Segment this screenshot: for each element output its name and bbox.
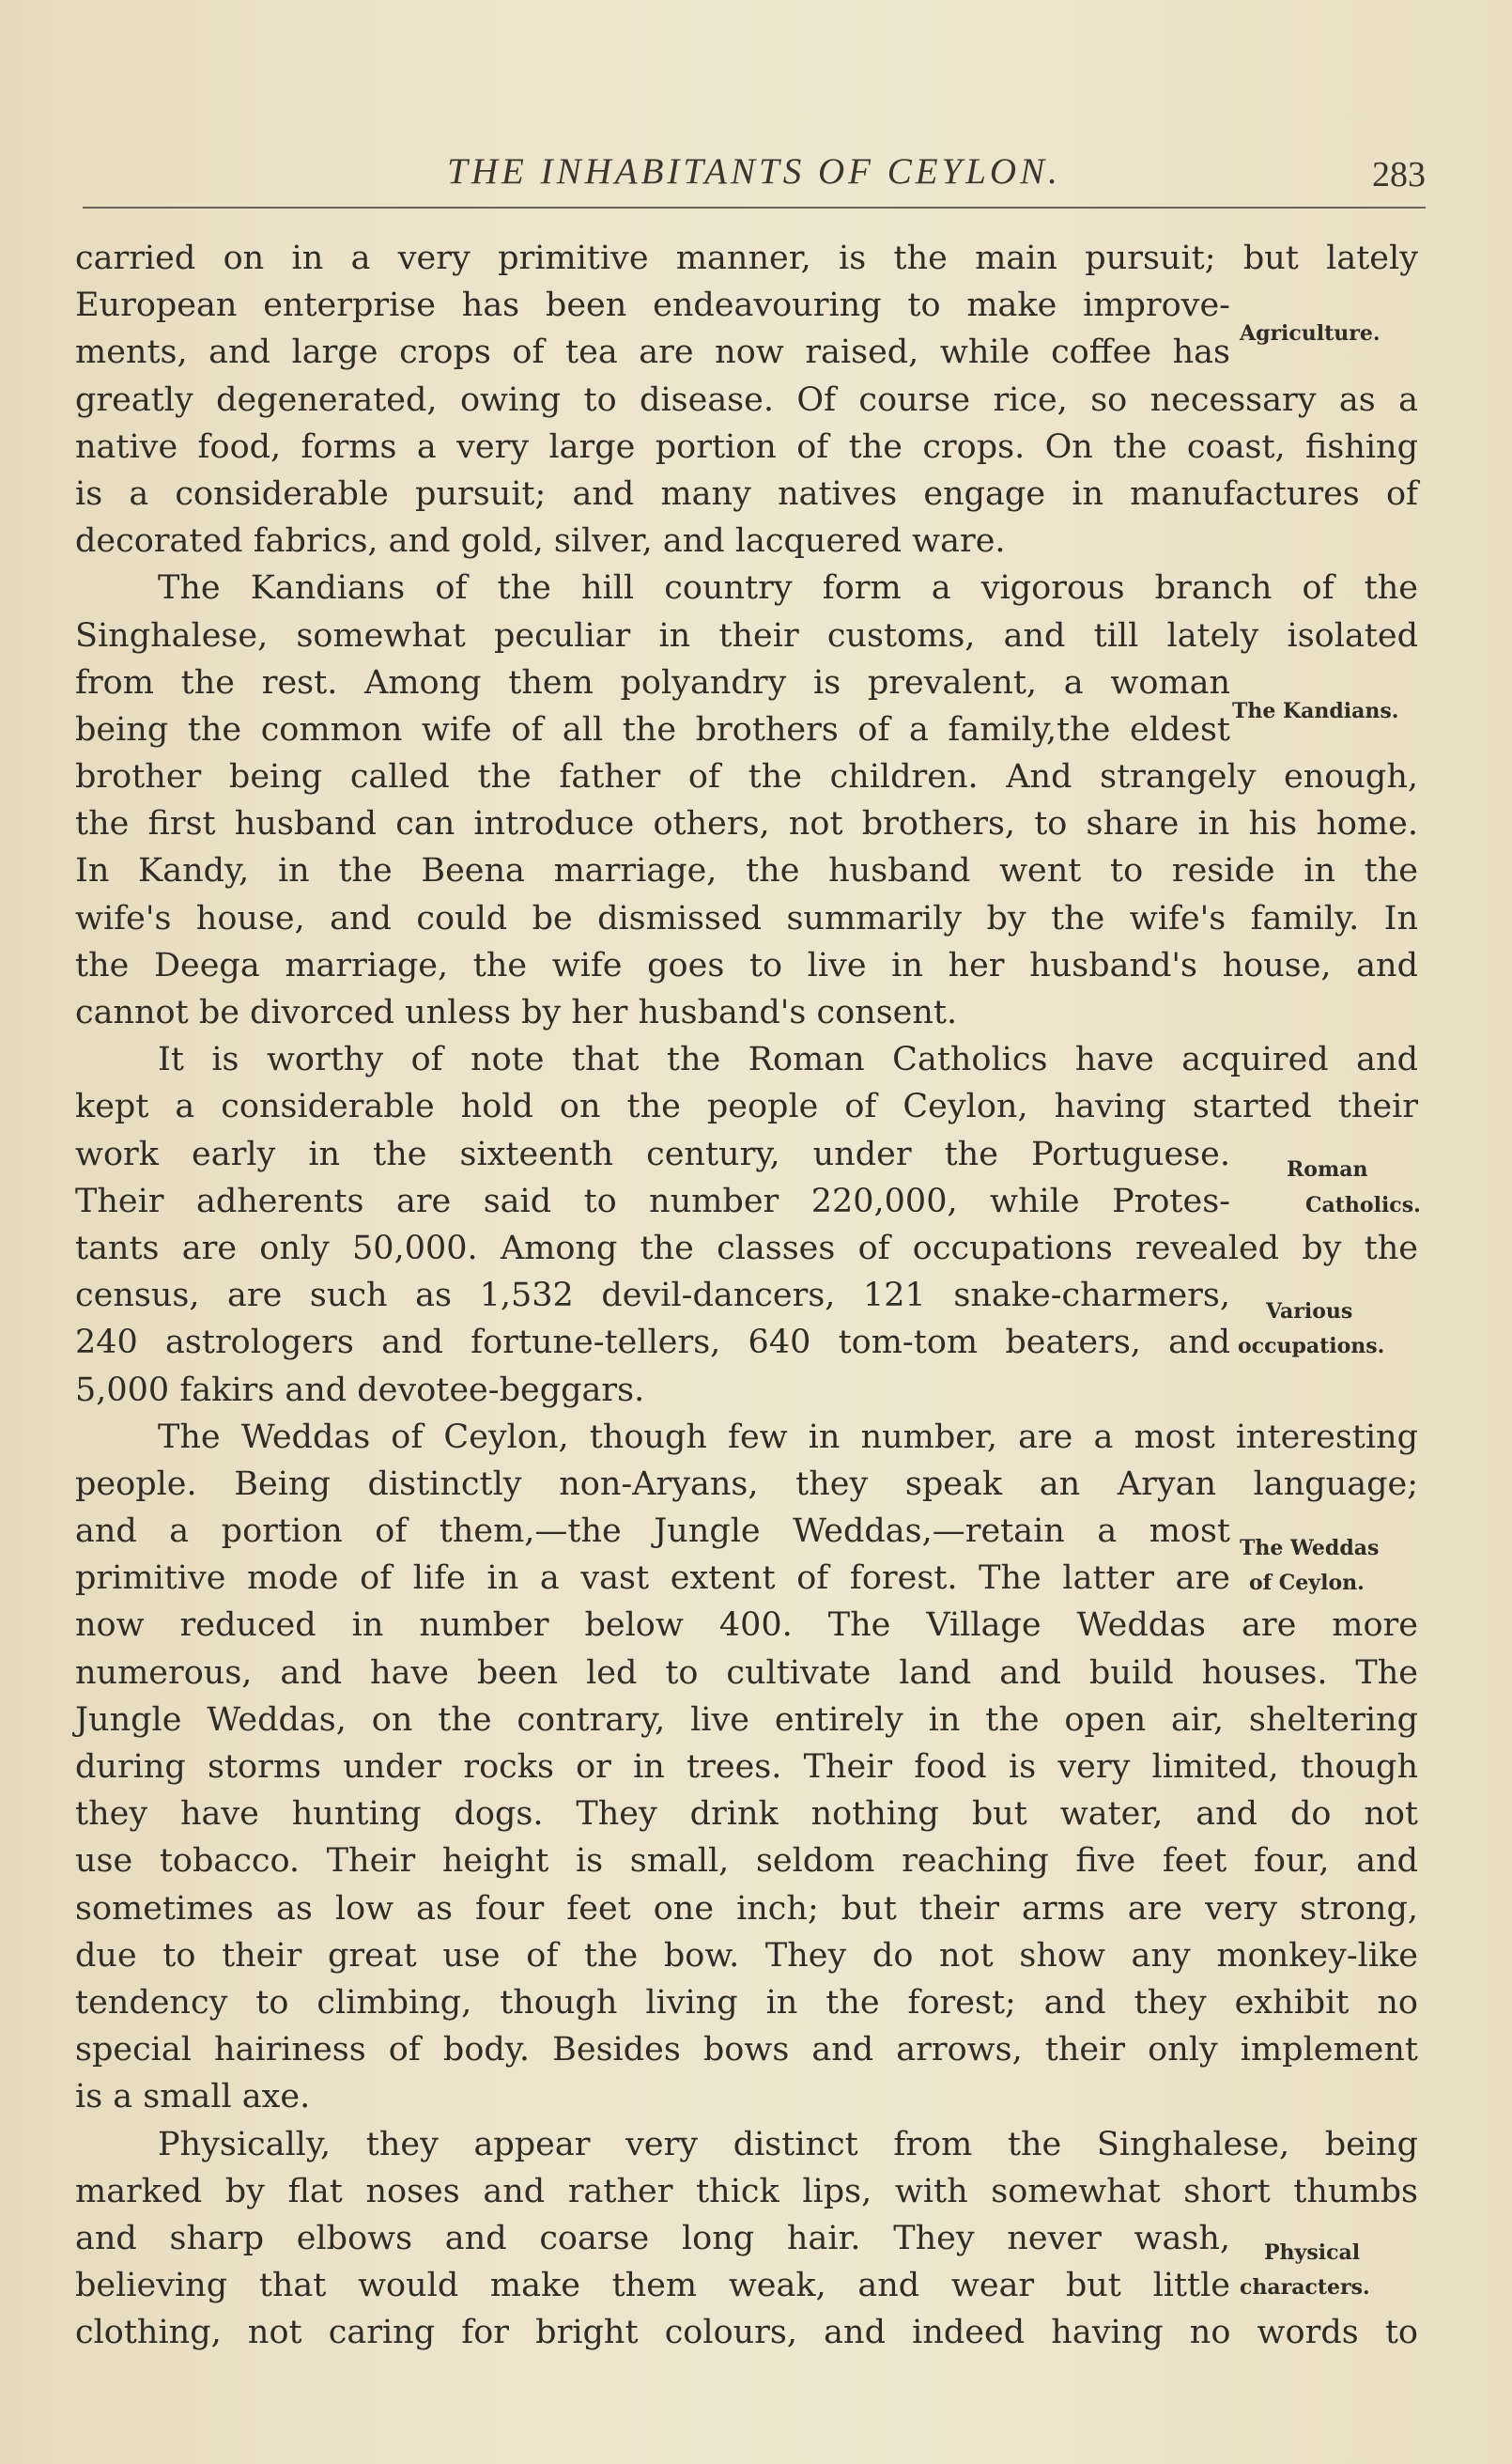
- text-line: European enterprise has been endeavouring to make improve-: [75, 287, 1230, 325]
- text-line: greatly degenerated, owing to disease. Of course rice, so necessary as a: [75, 380, 1418, 419]
- page-number: 283: [1372, 155, 1426, 194]
- text-line: It is worthy of note that the Roman Catholics have acquired and: [158, 1041, 1418, 1079]
- text-line: census, are such as 1,532 devil-dancers, 121 snake-charmers,: [75, 1277, 1230, 1315]
- text-line: the first husband can introduce others, not brothers, to share in his home.: [75, 805, 1418, 844]
- text-line: now reduced in number below 400. The Village Weddas are more: [75, 1606, 1418, 1645]
- text-line: is a considerable pursuit; and many natives engage in manufactures of: [75, 474, 1418, 513]
- text-line: The Weddas of Ceylon, though few in number, are a most interesting: [158, 1418, 1418, 1456]
- text-line: In Kandy, in the Beena marriage, the husband went to reside in the: [75, 852, 1418, 891]
- text-line: clothing, not caring for bright colours, and indeed having no words to: [75, 2314, 1418, 2352]
- text-line: Jungle Weddas, on the contrary, live entirely in the open air, sheltering: [75, 1700, 1418, 1739]
- text-line: The Kandians of the hill country form a vigorous branch of the: [158, 569, 1418, 608]
- text-line: and a portion of them,—the Jungle Weddas,—retain a most: [75, 1512, 1230, 1551]
- text-line: Their adherents are said to number 220,000, while Protes-: [75, 1182, 1230, 1220]
- body-text: [75, 235, 1418, 2356]
- text-line: special hairiness of body. Besides bows and arrows, their only implement: [75, 2031, 1418, 2069]
- page-header: [83, 141, 1426, 209]
- text-line: during storms under rocks or in trees. Their food is very limited, though: [75, 1748, 1418, 1786]
- text-line: brother being called the father of the children. And strangely enough,: [75, 758, 1418, 797]
- text-line: people. Being distinctly non-Aryans, they speak an Aryan language;: [75, 1464, 1418, 1503]
- text-line: 5,000 fakirs and devotee-beggars.: [75, 1371, 645, 1409]
- text-line: Singhalese, somewhat peculiar in their customs, and till lately isolated: [75, 616, 1418, 655]
- text-line: tendency to climbing, though living in the forest; and they exhibit no: [75, 1983, 1418, 2022]
- text-line: and sharp elbows and coarse long hair. They never wash,: [75, 2219, 1230, 2257]
- margin-note-weddas: The Weddas: [1240, 1536, 1380, 1560]
- margin-note-various: Various: [1266, 1299, 1353, 1324]
- margin-note-catholics: Catholics.: [1305, 1193, 1421, 1217]
- text-line: decorated fabrics, and gold, silver, and lacquered ware.: [75, 522, 1006, 561]
- text-line: ments, and large crops of tea are now raised, while coffee has: [75, 333, 1230, 372]
- margin-note-kandians: The Kandians.: [1232, 699, 1399, 723]
- running-head: THE INHABITANTS OF CEYLON.: [447, 151, 1061, 192]
- text-line: primitive mode of life in a vast extent of forest. The latter are: [75, 1559, 1230, 1598]
- margin-note-physical: Physical: [1264, 2240, 1361, 2265]
- text-line: 240 astrologers and fortune-tellers, 640 tom-tom beaters, and: [75, 1324, 1230, 1362]
- margin-note-ceylon: of Ceylon.: [1249, 1571, 1365, 1595]
- text-line: work early in the sixteenth century, under the Portuguese.: [75, 1135, 1230, 1173]
- margin-note-characters: characters.: [1240, 2275, 1370, 2300]
- text-line: Physically, they appear very distinct from the Singhalese, being: [158, 2125, 1418, 2163]
- margin-note-agriculture: Agriculture.: [1240, 321, 1381, 346]
- text-line: being the common wife of all the brothers of a family,the eldest: [75, 710, 1230, 749]
- text-line: numerous, and have been led to cultivate land and build houses. The: [75, 1653, 1418, 1692]
- text-line: they have hunting dogs. They drink nothing but water, and do not: [75, 1795, 1418, 1834]
- text-line: kept a considerable hold on the people of Ceylon, having started their: [75, 1088, 1418, 1126]
- text-line: tants are only 50,000. Among the classes of occupations revealed by the: [75, 1229, 1418, 1267]
- margin-note-occupations: occupations.: [1238, 1334, 1385, 1358]
- text-line: use tobacco. Their height is small, seldom reaching five feet four, and: [75, 1842, 1418, 1881]
- text-line: believing that would make them weak, and wear but little: [75, 2267, 1230, 2305]
- margin-note-roman: Roman: [1287, 1157, 1368, 1182]
- text-line: cannot be divorced unless by her husband's consent.: [75, 994, 958, 1031]
- text-line: the Deega marriage, the wife goes to live in her husband's house, and: [75, 946, 1418, 984]
- text-line: marked by flat noses and rather thick lips, with somewhat short thumbs: [75, 2172, 1418, 2210]
- text-line: native food, forms a very large portion of the crops. On the coast, fishing: [75, 427, 1418, 466]
- text-line: carried on in a very primitive manner, is the main pursuit; but lately: [75, 240, 1418, 277]
- text-line: is a small axe.: [75, 2078, 311, 2116]
- text-line: wife's house, and could be dismissed summarily by the wife's family. In: [75, 899, 1418, 938]
- text-line: from the rest. Among them polyandry is prevalent, a woman: [75, 663, 1230, 702]
- text-line: sometimes as low as four feet one inch; but their arms are very strong,: [75, 1889, 1418, 1928]
- text-line: due to their great use of the bow. They do not show any monkey-like: [75, 1936, 1418, 1975]
